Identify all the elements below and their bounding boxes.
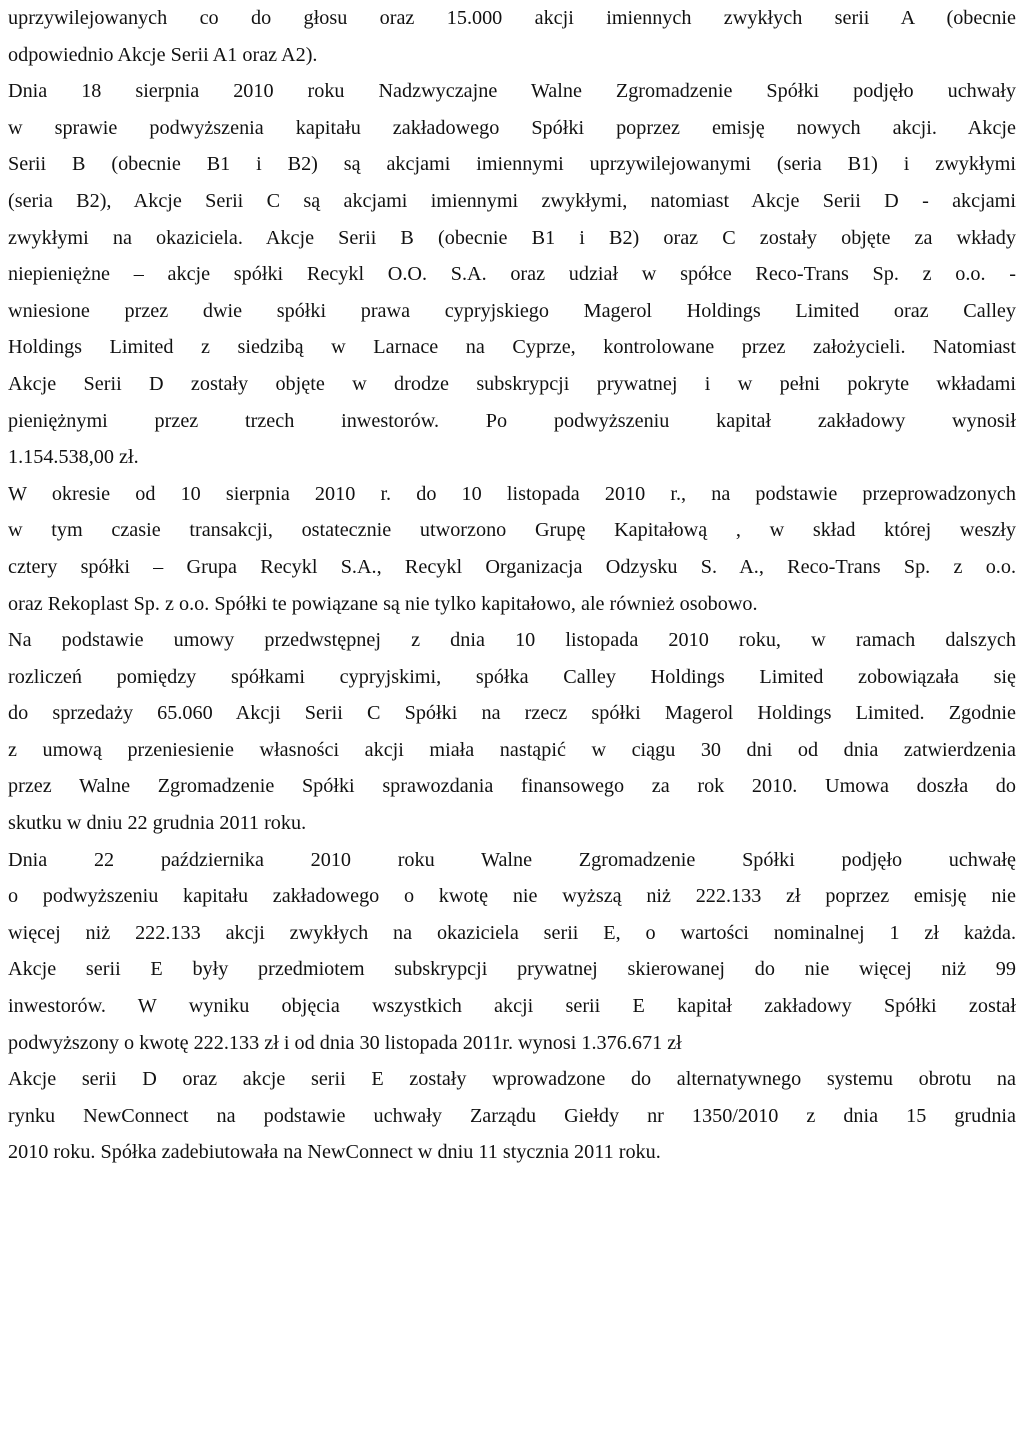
text-line: w sprawie podwyższenia kapitału zakładowego Spółki poprzez emisję nowych akcji. Akcje	[8, 116, 1016, 139]
text-line: Serii B (obecnie B1 i B2) są akcjami imiennymi uprzywilejowanymi (seria B1) i zwykłymi	[8, 153, 1016, 176]
text-line: Akcje serii D oraz akcje serii E zostały wprowadzone do alternatywnego systemu obrotu na	[8, 1068, 1016, 1091]
text-line: do sprzedaży 65.060 Akcji Serii C Spółki na rzecz spółki Magerol Holdings Limited. Zgodnie	[8, 702, 1016, 725]
text-line: 2010 roku. Spółka zadebiutowała na NewConnect w dniu 11 stycznia 2011 roku.	[8, 1141, 661, 1164]
paragraph-capital-group-formation	[8, 476, 1016, 622]
text-line: Dnia 22 października 2010 roku Walne Zgromadzenie Spółki podjęło uchwałę	[8, 848, 1016, 871]
text-line: podwyższony o kwotę 222.133 zł i od dnia 30 listopada 2011r. wynosi 1.376.671 zł	[8, 1031, 682, 1054]
paragraph-august-2010-resolution	[8, 73, 1016, 476]
text-line: odpowiednio Akcje Serii A1 oraz A2).	[8, 43, 318, 66]
text-line: o podwyższeniu kapitału zakładowego o kwotę nie wyższą niż 222.133 zł poprzez emisję nie	[8, 885, 1016, 908]
text-line: z umową przeniesienie własności akcji miała nastąpić w ciągu 30 dni od dnia zatwierdzenia	[8, 738, 1016, 761]
paragraph-preliminary-agreement	[8, 622, 1016, 842]
text-line: w tym czasie transakcji, ostatecznie utworzono Grupę Kapitałową , w skład której weszły	[8, 519, 1016, 542]
text-line: rynku NewConnect na podstawie uchwały Zarządu Giełdy nr 1350/2010 z dnia 15 grudnia	[8, 1104, 1016, 1127]
text-line: pieniężnymi przez trzech inwestorów. Po podwyższeniu kapitał zakładowy wynosił	[8, 409, 1016, 432]
text-line: W okresie od 10 sierpnia 2010 r. do 10 listopada 2010 r., na podstawie przeprowadzonych	[8, 482, 1016, 505]
text-line: przez Walne Zgromadzenie Spółki sprawozdania finansowego za rok 2010. Umowa doszła do	[8, 775, 1016, 798]
text-line: inwestorów. W wyniku objęcia wszystkich akcji serii E kapitał zakładowy Spółki został	[8, 995, 1016, 1018]
text-line: (seria B2), Akcje Serii C są akcjami imiennymi zwykłymi, natomiast Akcje Serii D - akcjami	[8, 189, 1016, 212]
text-line: cztery spółki – Grupa Recykl S.A., Recykl Organizacja Odzysku S. A., Reco-Trans Sp. z o.o.	[8, 555, 1016, 578]
text-line: Holdings Limited z siedzibą w Larnace na Cyprze, kontrolowane przez założycieli. Natomiast	[8, 336, 1016, 359]
text-line: niepieniężne – akcje spółki Recykl O.O. S.A. oraz udział w spółce Reco-Trans Sp. z o.o. -	[8, 263, 1016, 286]
paragraph-series-a-continuation	[8, 0, 1016, 73]
text-line: więcej niż 222.133 akcji zwykłych na okaziciela serii E, o wartości nominalnej 1 zł każda.	[8, 921, 1016, 944]
text-line: uprzywilejowanych co do głosu oraz 15.000 akcji imiennych zwykłych serii A (obecnie	[8, 7, 1016, 29]
text-line: wniesione przez dwie spółki prawa cypryjskiego Magerol Holdings Limited oraz Calley	[8, 299, 1016, 322]
text-line: oraz Rekoplast Sp. z o.o. Spółki te powiązane są nie tylko kapitałowo, ale również osobowo.	[8, 592, 758, 615]
text-line: Dnia 18 sierpnia 2010 roku Nadzwyczajne Walne Zgromadzenie Spółki podjęło uchwały	[8, 80, 1016, 103]
paragraph-series-e-issue	[8, 842, 1016, 1062]
text-line: Akcje Serii D zostały objęte w drodze subskrypcji prywatnej i w pełni pokryte wkładami	[8, 372, 1016, 395]
text-line: Akcje serii E były przedmiotem subskrypcji prywatnej skierowanej do nie więcej niż 99	[8, 958, 1016, 981]
paragraph-newconnect-debut	[8, 1061, 1016, 1171]
text-line: Na podstawie umowy przedwstępnej z dnia 10 listopada 2010 roku, w ramach dalszych	[8, 629, 1016, 652]
text-line: zwykłymi na okaziciela. Akcje Serii B (obecnie B1 i B2) oraz C zostały objęte za wkłady	[8, 226, 1016, 249]
text-line: 1.154.538,00 zł.	[8, 446, 139, 469]
text-line: skutku w dniu 22 grudnia 2011 roku.	[8, 812, 307, 835]
text-line: rozliczeń pomiędzy spółkami cypryjskimi, spółka Calley Holdings Limited zobowiązała się	[8, 665, 1016, 688]
